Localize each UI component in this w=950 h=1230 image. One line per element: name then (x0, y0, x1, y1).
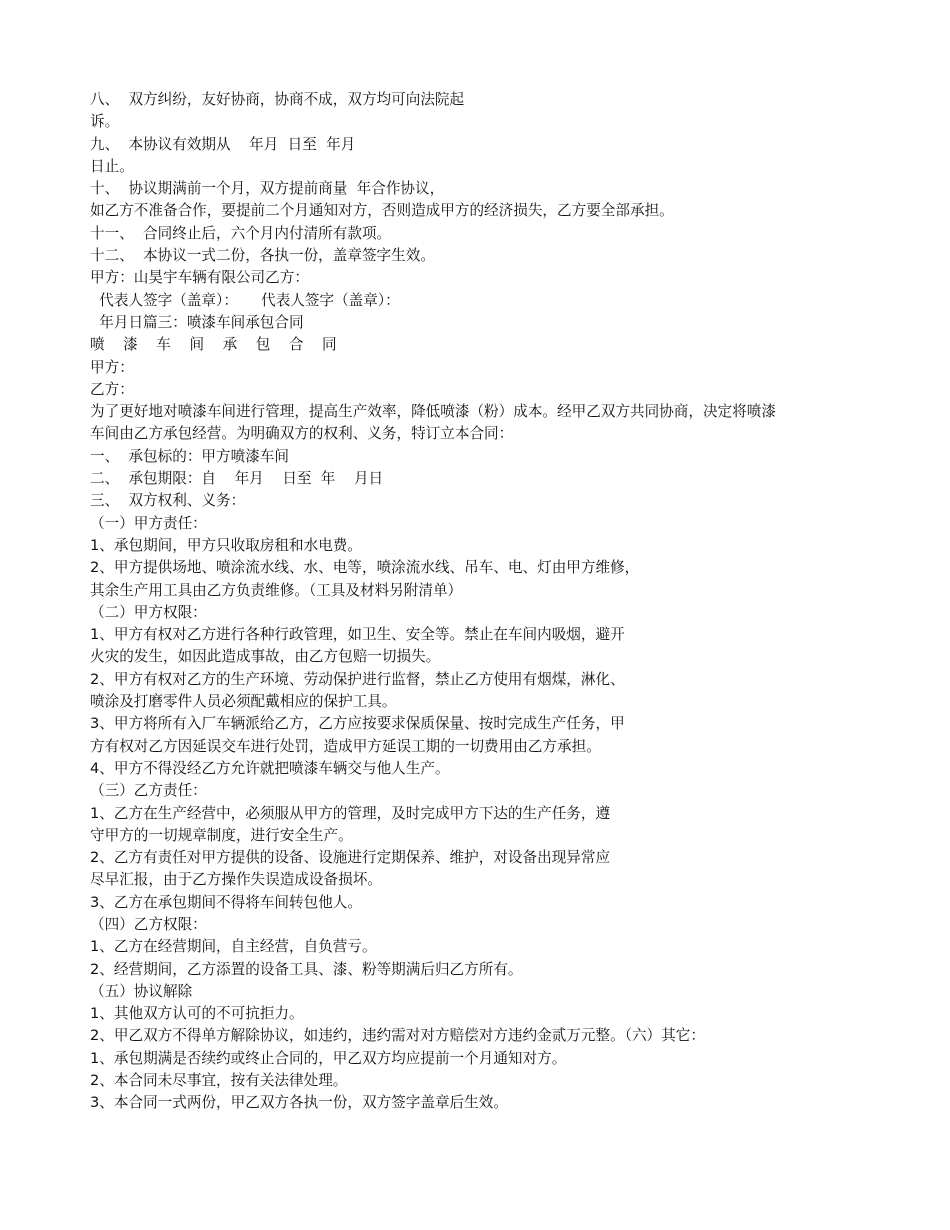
text-line: 尽早汇报，由于乙方操作失误造成设备损坏。 (90, 871, 382, 889)
text-line: 1、甲方有权对乙方进行各种行政管理，如卫生、安全等。禁止在车间内吸烟，避开 (90, 626, 625, 644)
text-line: 年月日篇三：喷漆车间承包合同 (90, 313, 304, 331)
text-line: 九、 本协议有效期从 年月 日至 年月 (90, 135, 356, 153)
text-line: 2、甲方有权对乙方的生产环境、劳动保护进行监督，禁止乙方使用有烟煤，淋化、 (90, 670, 625, 688)
text-line: 如乙方不准备合作，要提前二个月通知对方，否则造成甲方的经济损失，乙方要全部承担。 (90, 202, 674, 220)
text-line: 乙方： (90, 380, 134, 398)
text-line: （三）乙方责任： (90, 782, 207, 800)
text-line: 1、承包期满是否续约或终止合同的，甲乙双方均应提前一个月通知对方。 (90, 1049, 567, 1067)
text-line: 十一、 合同终止后，六个月内付清所有款项。 (90, 224, 392, 242)
text-line: 一、 承包标的：甲方喷漆车间 (90, 447, 289, 465)
text-line: 4、甲方不得没经乙方允许就把喷漆车辆交与他人生产。 (90, 759, 450, 777)
text-line: 3、甲方将所有入厂车辆派给乙方，乙方应按要求保质保量、按时完成生产任务，甲 (90, 715, 625, 733)
text-line: （四）乙方权限： (90, 915, 207, 933)
text-line: 2、乙方有责任对甲方提供的设备、设施进行定期保养、维护，对设备出现异常应 (90, 849, 611, 867)
text-line: 方有权对乙方因延误交车进行处罚，造成甲方延误工期的一切费用由乙方承担。 (90, 737, 601, 755)
text-line: 甲方：山昊宇车辆有限公司乙方： (90, 269, 309, 287)
text-line: 3、乙方在承包期间不得将车间转包他人。 (90, 893, 362, 911)
text-line: 其余生产用工具由乙方负责维修。（工具及材料另附清单） (90, 581, 463, 599)
text-line: 喷涂及打磨零件人员必须配戴相应的保护工具。 (90, 693, 397, 711)
document-body (90, 89, 880, 1115)
text-line: 1、承包期间，甲方只收取房租和水电费。 (90, 536, 362, 554)
text-line: 守甲方的一切规章制度，进行安全生产。 (90, 826, 353, 844)
text-line: 1、其他双方认可的不可抗拒力。 (90, 1005, 304, 1023)
text-line: 十二、 本协议一式二份，各执一份，盖章签字生效。 (90, 247, 435, 265)
text-line: 火灾的发生，如因此造成事故，由乙方包赔一切损失。 (90, 648, 441, 666)
text-line: 2、甲方提供场地、喷涂流水线、水、电等，喷涂流水线、吊车、电、灯由甲方维修， (90, 559, 640, 577)
text-line: 1、乙方在经营期间，自主经营，自负营亏。 (90, 938, 377, 956)
text-line: 为了更好地对喷漆车间进行管理，提高生产效率，降低喷漆（粉）成本。经甲乙双方共同协商，决定将喷漆 (90, 403, 776, 421)
text-line: 喷 漆 车 间 承 包 合 同 (90, 336, 337, 354)
text-line: （二）甲方权限： (90, 603, 207, 621)
text-line: 诉。 (90, 113, 120, 131)
text-line: （一）甲方责任： (90, 514, 207, 532)
text-line: 代表人签字（盖章）： 代表人签字（盖章）： (90, 291, 400, 309)
text-line: 车间由乙方承包经营。为明确双方的权利、义务，特订立本合同： (90, 425, 514, 443)
text-line: 三、 双方权利、义务： (90, 492, 246, 510)
text-line: 2、经营期间，乙方添置的设备工具、漆、粉等期满后归乙方所有。 (90, 960, 523, 978)
text-line: 甲方： (90, 358, 134, 376)
text-line: 八、 双方纠纷，友好协商，协商不成，双方均可向法院起 (90, 91, 465, 108)
text-line: 2、本合同未尽事宜，按有关法律处理。 (90, 1072, 348, 1090)
text-line: 日止。 (90, 157, 134, 175)
text-line: 3、本合同一式两份，甲乙双方各执一份，双方签字盖章后生效。 (90, 1094, 508, 1112)
text-line: 1、乙方在生产经营中，必须服从甲方的管理，及时完成甲方下达的生产任务，遵 (90, 804, 611, 822)
text-line: （五）协议解除 (90, 982, 193, 1000)
text-line: 十、 协议期满前一个月，双方提前商量 年合作协议， (90, 180, 445, 198)
text-line: 二、 承包期限：自 年月 日至 年 月日 (90, 470, 384, 488)
text-line: 2、甲乙双方不得单方解除协议，如违约，违约需对对方赔偿对方违约金贰万元整。（六）其它： (90, 1027, 705, 1045)
